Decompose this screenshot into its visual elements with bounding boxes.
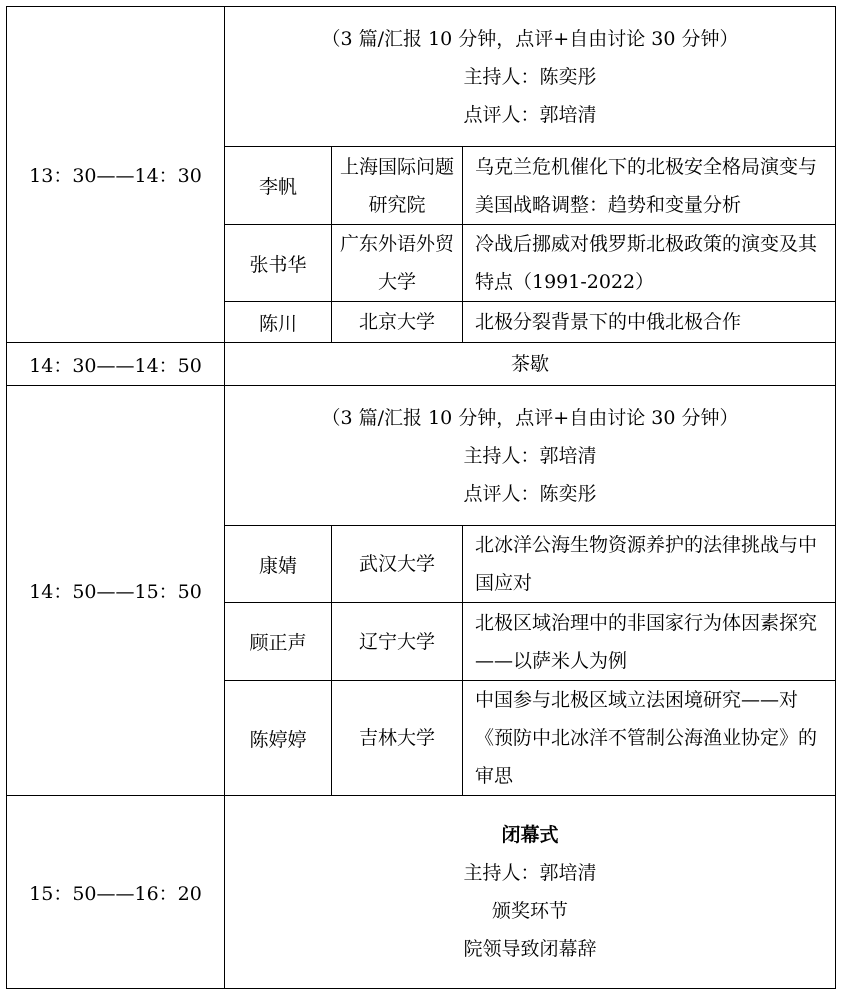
paper-title: 北冰洋公海生物资源养护的法律挑战与中国应对 [463, 526, 836, 603]
presenter-name: 张书华 [225, 225, 332, 302]
presenter-org: 武汉大学 [332, 526, 463, 603]
presenter-name: 陈川 [225, 302, 332, 343]
session-2-reviewer: 点评人：陈奕彤 [463, 482, 597, 505]
paper-title: 中国参与北极区域立法困境研究——对《预防中北冰洋不管制公海渔业协定》的审思 [463, 681, 836, 796]
session-1-host: 主持人：陈奕彤 [463, 65, 597, 88]
closing-heading: 闭幕式 [501, 824, 559, 846]
presenter-org: 辽宁大学 [332, 603, 463, 681]
break-row [7, 343, 836, 386]
paper-title: 乌克兰危机催化下的北极安全格局演变与美国战略调整：趋势和变量分析 [463, 147, 836, 225]
presenter-org: 广东外语外贸大学 [332, 225, 463, 302]
closing-item: 院领导致闭幕辞 [463, 938, 597, 960]
closing-item: 颁奖环节 [491, 900, 568, 922]
paper-title: 北极分裂背景下的中俄北极合作 [463, 302, 836, 343]
closing-host: 主持人：郭培清 [463, 862, 597, 884]
session-2-format: （3 篇/汇报 10 分钟，点评+自由讨论 30 分钟） [321, 406, 739, 429]
paper-title: 冷战后挪威对俄罗斯北极政策的演变及其特点（1991-2022） [463, 225, 836, 302]
presenter-org: 吉林大学 [332, 681, 463, 796]
session-1-format: （3 篇/汇报 10 分钟，点评+自由讨论 30 分钟） [321, 27, 739, 50]
closing-row [7, 796, 836, 989]
paper-title: 北极区域治理中的非国家行为体因素探究——以萨米人为例 [463, 603, 836, 681]
break-time: 14：30——14：50 [7, 343, 225, 386]
break-label: 茶歇 [225, 343, 836, 386]
closing-time: 15：50——16：20 [7, 796, 225, 989]
session-2-info [225, 386, 836, 526]
schedule-table [6, 6, 836, 989]
closing-info [225, 796, 836, 989]
session-2-host: 主持人：郭培清 [463, 444, 597, 467]
presenter-org: 上海国际问题研究院 [332, 147, 463, 225]
session-1-time: 13：30——14：30 [7, 7, 225, 343]
presenter-name: 顾正声 [225, 603, 332, 681]
presenter-name: 康婧 [225, 526, 332, 603]
presenter-org: 北京大学 [332, 302, 463, 343]
presenter-name: 李帆 [225, 147, 332, 225]
session-1-info [225, 7, 836, 147]
presenter-name: 陈婷婷 [225, 681, 332, 796]
session-2-time: 14：50——15：50 [7, 386, 225, 796]
session-1-header-row [7, 7, 836, 147]
session-1-reviewer: 点评人：郭培清 [463, 103, 597, 126]
session-2-header-row [7, 386, 836, 526]
